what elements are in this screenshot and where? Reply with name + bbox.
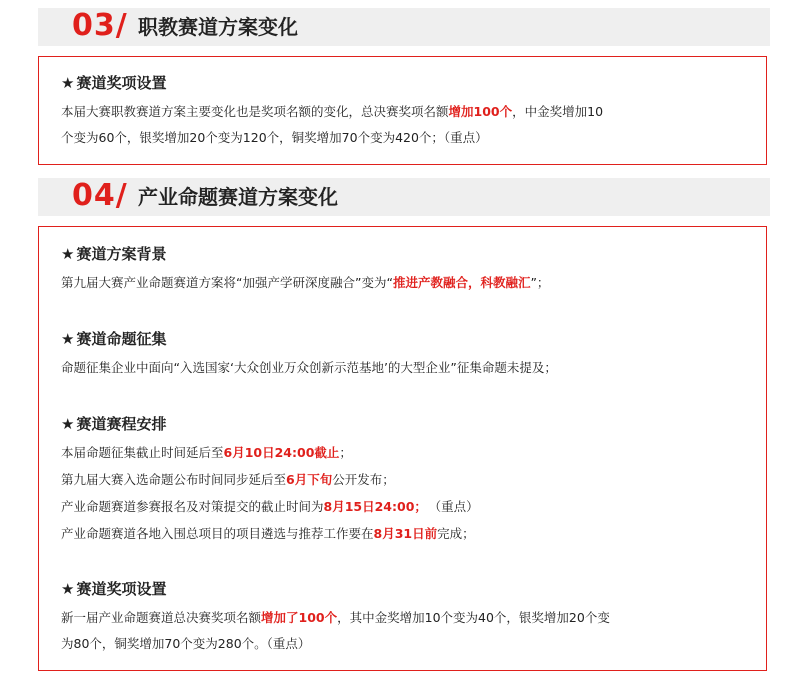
- text: 本届命题征集截止时间延后至: [61, 445, 224, 460]
- paragraph-line: [61, 102, 603, 122]
- section-04-number: 04/: [72, 178, 128, 213]
- block-title-text: 赛道奖项设置: [76, 74, 167, 92]
- text: 产业命题赛道各地入围总项目的项目遴选与推荐工作要在: [61, 526, 374, 541]
- paragraph-line: [61, 524, 475, 544]
- paragraph-line: [61, 608, 610, 628]
- highlight-text: 6月下旬: [286, 472, 333, 487]
- text: ，其中金奖增加10个变为40个，银奖增加20个变: [337, 610, 610, 625]
- paragraph-line: 命题征集企业中面向“入选国家‘大众创业万众创新示范基地’的大型企业”征集命题未提及；: [61, 360, 557, 375]
- block-title-text: 赛道奖项设置: [76, 580, 167, 598]
- text: 完成；: [437, 526, 475, 541]
- paragraph-line: [61, 497, 479, 517]
- highlight-text: 增加100个: [448, 104, 513, 119]
- text: 第九届大赛入选命题公布时间同步延后至: [61, 472, 287, 487]
- section-03-number: 03/: [72, 8, 128, 43]
- text: ，中金奖增加10: [512, 104, 604, 119]
- star-icon: ★: [61, 245, 75, 263]
- paragraph-line: [61, 443, 352, 463]
- highlight-text: 增加了100个: [261, 610, 338, 625]
- block-title-text: 赛道命题征集: [76, 330, 167, 348]
- block-title-award-settings: [61, 73, 166, 93]
- text: （重点）: [434, 499, 479, 514]
- section-03-title: 职教赛道方案变化: [138, 15, 298, 39]
- star-icon: ★: [61, 330, 75, 348]
- text: 本届大赛职教赛道方案主要变化也是奖项名额的变化，总决赛奖项名额: [61, 104, 449, 119]
- text: 新一届产业命题赛道总决赛奖项名额: [61, 610, 262, 625]
- block-title-text: 赛道方案背景: [76, 245, 167, 263]
- paragraph-line: 个变为60个，银奖增加20个变为120个，铜奖增加70个变为420个；（重点）: [61, 130, 488, 145]
- section-04-content-box: [38, 226, 767, 671]
- highlight-text: 推进产教融合，科教融汇: [392, 275, 531, 290]
- text: ；: [339, 445, 352, 460]
- section-03-header: [38, 8, 770, 46]
- star-icon: ★: [61, 74, 75, 92]
- paragraph-line: 为80个，铜奖增加70个变为280个。（重点）: [61, 636, 311, 651]
- paragraph-line: [61, 470, 395, 490]
- block-title-track-background: [61, 244, 166, 264]
- star-icon: ★: [61, 580, 75, 598]
- highlight-text: 6月10日24:00截止: [223, 445, 340, 460]
- section-03-content-box: [38, 56, 767, 165]
- highlight-text: 8月15日24:00；: [323, 499, 427, 514]
- section-04-header: [38, 178, 770, 216]
- text: ”；: [530, 275, 550, 290]
- star-icon: ★: [61, 415, 75, 433]
- text: 公开发布；: [332, 472, 395, 487]
- block-title-topic-collection: [61, 329, 166, 349]
- block-title-text: 赛道赛程安排: [76, 415, 167, 433]
- section-04-title: 产业命题赛道方案变化: [138, 185, 338, 209]
- block-title-award-settings: [61, 579, 166, 599]
- highlight-text: 8月31日前: [373, 526, 438, 541]
- block-title-schedule: [61, 414, 166, 434]
- text: 第九届大赛产业命题赛道方案将“加强产学研深度融合”变为“: [61, 275, 393, 290]
- paragraph-line: [61, 273, 549, 293]
- text: 产业命题赛道参赛报名及对策提交的截止时间为: [61, 499, 324, 514]
